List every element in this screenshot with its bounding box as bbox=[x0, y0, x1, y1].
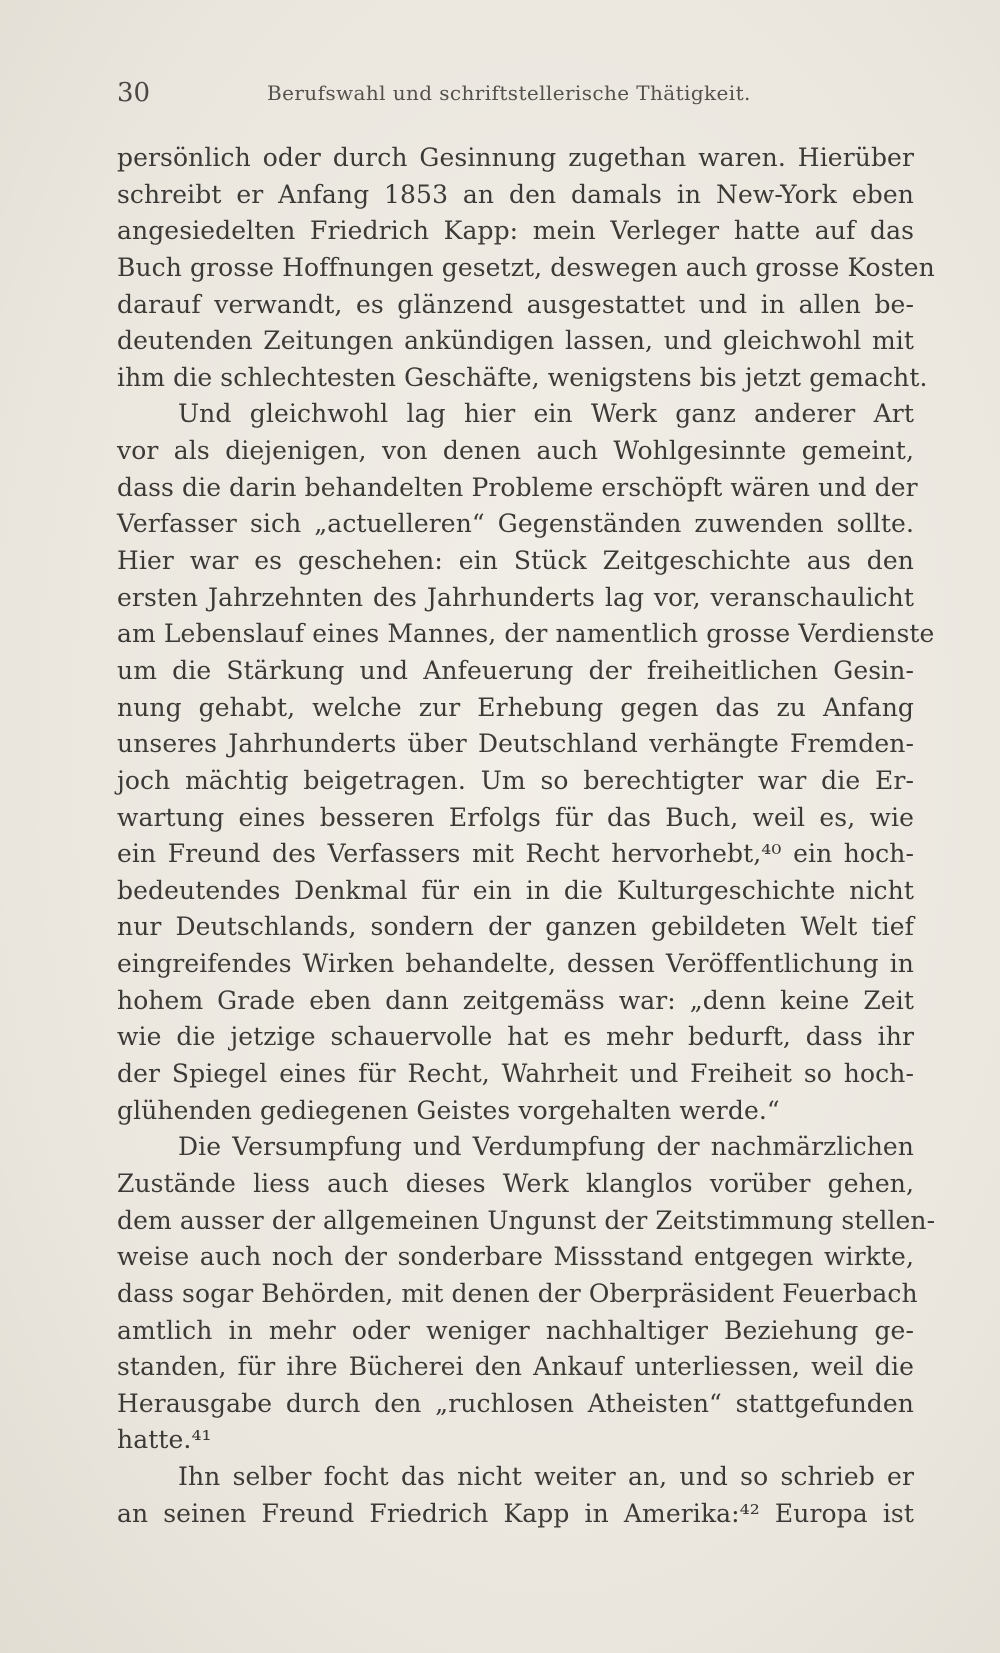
text-line: dass die darin behandelten Probleme erschöpft wären und der bbox=[117, 472, 918, 502]
paragraph-start-line: Und gleichwohl lag hier ein Werk ganz anderer Art bbox=[178, 399, 914, 429]
text-line: wie die jetzige schauervolle hat es mehr bedurft, dass ihr bbox=[117, 1022, 914, 1052]
text-line: der Spiegel eines für Recht, Wahrheit und Freiheit so hoch- bbox=[117, 1059, 914, 1089]
text-line: darauf verwandt, es glänzend ausgestattet und in allen be- bbox=[117, 289, 914, 319]
text-line: nung gehabt, welche zur Erhebung gegen das zu Anfang bbox=[117, 692, 914, 722]
body-text bbox=[117, 140, 936, 1532]
text-line: nur Deutschlands, sondern der ganzen gebildeten Welt tief bbox=[117, 912, 914, 942]
text-line: dass sogar Behörden, mit denen der Oberpräsident Feuerbach bbox=[117, 1278, 918, 1308]
text-line: ersten Jahrzehnten des Jahrhunderts lag vor, veranschaulicht bbox=[117, 582, 914, 612]
text-line: bedeutendes Denkmal für ein in die Kulturgeschichte nicht bbox=[117, 875, 914, 905]
text-line: weise auch noch der sonderbare Missstand entgegen wirkte, bbox=[117, 1242, 914, 1272]
text-line: deutenden Zeitungen ankündigen lassen, und gleichwohl mit bbox=[117, 326, 914, 356]
text-line: amtlich in mehr oder weniger nachhaltiger Beziehung ge- bbox=[117, 1315, 914, 1345]
text-line: vor als diejenigen, von denen auch Wohlgesinnte gemeint, bbox=[117, 436, 914, 466]
text-line: hohem Grade eben dann zeitgemäss war: „denn keine Zeit bbox=[117, 985, 914, 1015]
text-line: Buch grosse Hoffnungen gesetzt, deswegen auch grosse Kosten bbox=[117, 252, 935, 282]
text-line: Herausgabe durch den „ruchlosen Atheisten“ stattgefunden bbox=[117, 1388, 914, 1418]
running-head bbox=[117, 78, 912, 112]
text-line: Hier war es geschehen: ein Stück Zeitgeschichte aus den bbox=[117, 546, 914, 576]
text-line: ihm die schlechtesten Geschäfte, wenigstens bis jetzt gemacht. bbox=[117, 362, 928, 392]
paragraph-end-line: hatte.⁴¹ bbox=[117, 1425, 212, 1455]
paragraph-start-line: Die Versumpfung und Verdumpfung der nachmärzlichen bbox=[178, 1132, 914, 1162]
text-line: persönlich oder durch Gesinnung zugethan waren. Hierüber bbox=[117, 143, 914, 172]
text-line: an seinen Freund Friedrich Kapp in Amerika:⁴² Europa ist bbox=[117, 1498, 914, 1528]
text-line: wartung eines besseren Erfolgs für das Buch, weil es, wie bbox=[117, 802, 914, 832]
text-line: um die Stärkung und Anfeuerung der freiheitlichen Gesin- bbox=[117, 655, 914, 685]
text-line: unseres Jahrhunderts über Deutschland verhängte Fremden- bbox=[117, 729, 914, 759]
text-line: dem ausser der allgemeinen Ungunst der Zeitstimmung stellen- bbox=[117, 1205, 936, 1235]
paragraph-end-line: glühenden gediegenen Geistes vorgehalten werde.“ bbox=[117, 1095, 780, 1125]
text-line: Verfasser sich „actuelleren“ Gegenständen zuwenden sollte. bbox=[117, 509, 914, 539]
text-line: joch mächtig beigetragen. Um so berechtigter war die Er- bbox=[117, 765, 914, 795]
page-number: 30 bbox=[117, 78, 151, 108]
paragraph-start-line: Ihn selber focht das nicht weiter an, und so schrieb er bbox=[178, 1462, 914, 1492]
text-line: ein Freund des Verfassers mit Recht hervorhebt,⁴⁰ ein hoch- bbox=[117, 839, 914, 869]
text-line: standen, für ihre Bücherei den Ankauf unterliessen, weil die bbox=[117, 1352, 914, 1382]
text-line: eingreifendes Wirken behandelte, dessen Veröffentlichung in bbox=[117, 949, 914, 979]
text-line: am Lebenslauf eines Mannes, der namentlich grosse Verdienste bbox=[117, 619, 935, 649]
text-line: angesiedelten Friedrich Kapp: mein Verleger hatte auf das bbox=[117, 216, 914, 246]
running-title: Berufswahl und schriftstellerische Thätigkeit. bbox=[267, 81, 751, 105]
text-line: Zustände liess auch dieses Werk klanglos vorüber gehen, bbox=[117, 1168, 914, 1198]
text-line: schreibt er Anfang 1853 an den damals in New-York eben bbox=[117, 179, 914, 209]
